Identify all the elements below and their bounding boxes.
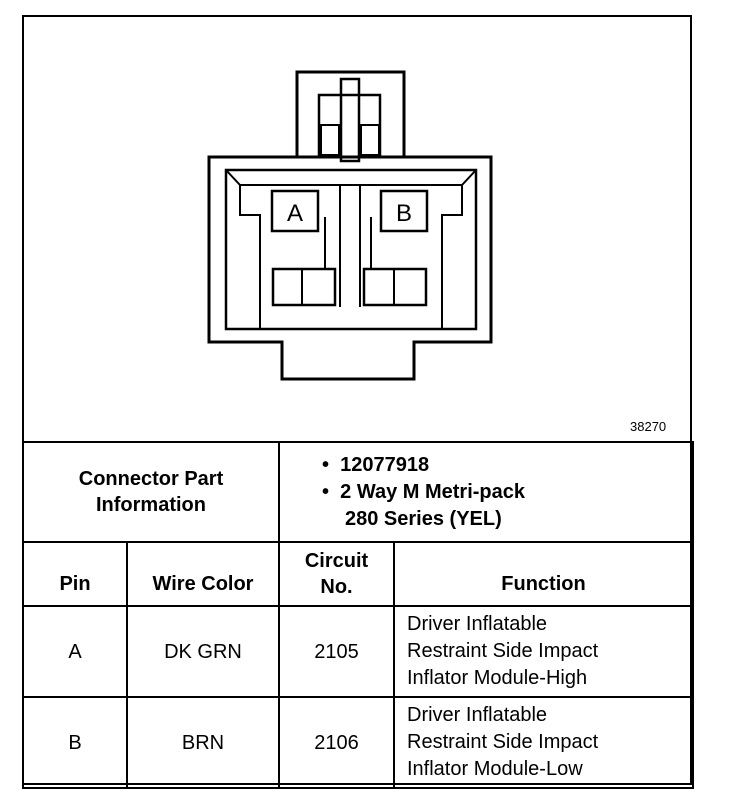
wire-color-cell: DK GRN xyxy=(127,606,279,697)
connector-info-table xyxy=(22,441,694,789)
pinout-sheet xyxy=(22,15,692,785)
header-circuit: Circuit No. xyxy=(279,542,394,606)
cavity-b-label: B xyxy=(395,200,413,227)
latch-tab xyxy=(341,79,359,161)
part-info-label-line1: Connector Part xyxy=(78,468,224,490)
part-info-label-line2: Information xyxy=(96,494,206,516)
part-description-line1: • 2 Way M Metri-pack xyxy=(322,480,526,503)
pin-cell: A xyxy=(23,606,127,697)
terminal-a xyxy=(273,269,335,305)
table-row xyxy=(23,697,693,788)
function-cell: Driver Inflatable Restraint Side Impact Inflator Module-Low xyxy=(394,697,693,788)
figure-number: 38270 xyxy=(630,419,667,434)
connector-body xyxy=(209,157,491,379)
part-info-label xyxy=(23,442,279,542)
part-description-line2: 280 Series (YEL) xyxy=(345,507,502,530)
wire-color-cell: BRN xyxy=(127,697,279,788)
table-row xyxy=(23,606,693,697)
circuit-cell: 2106 xyxy=(279,697,394,788)
part-number: • 12077918 xyxy=(322,453,430,476)
connector-latch xyxy=(297,72,404,157)
circuit-cell: 2105 xyxy=(279,606,394,697)
header-function: Function xyxy=(394,542,693,606)
pin-cell: B xyxy=(23,697,127,788)
function-cell: Driver Inflatable Restraint Side Impact Inflator Module-High xyxy=(394,606,693,697)
part-info-row xyxy=(23,442,693,542)
header-wire-color: Wire Color xyxy=(127,542,279,606)
header-row xyxy=(23,542,693,606)
connector-diagram xyxy=(24,17,690,443)
header-pin: Pin xyxy=(23,542,127,606)
cavity-a-label: A xyxy=(286,200,304,227)
part-info-details xyxy=(279,442,693,542)
